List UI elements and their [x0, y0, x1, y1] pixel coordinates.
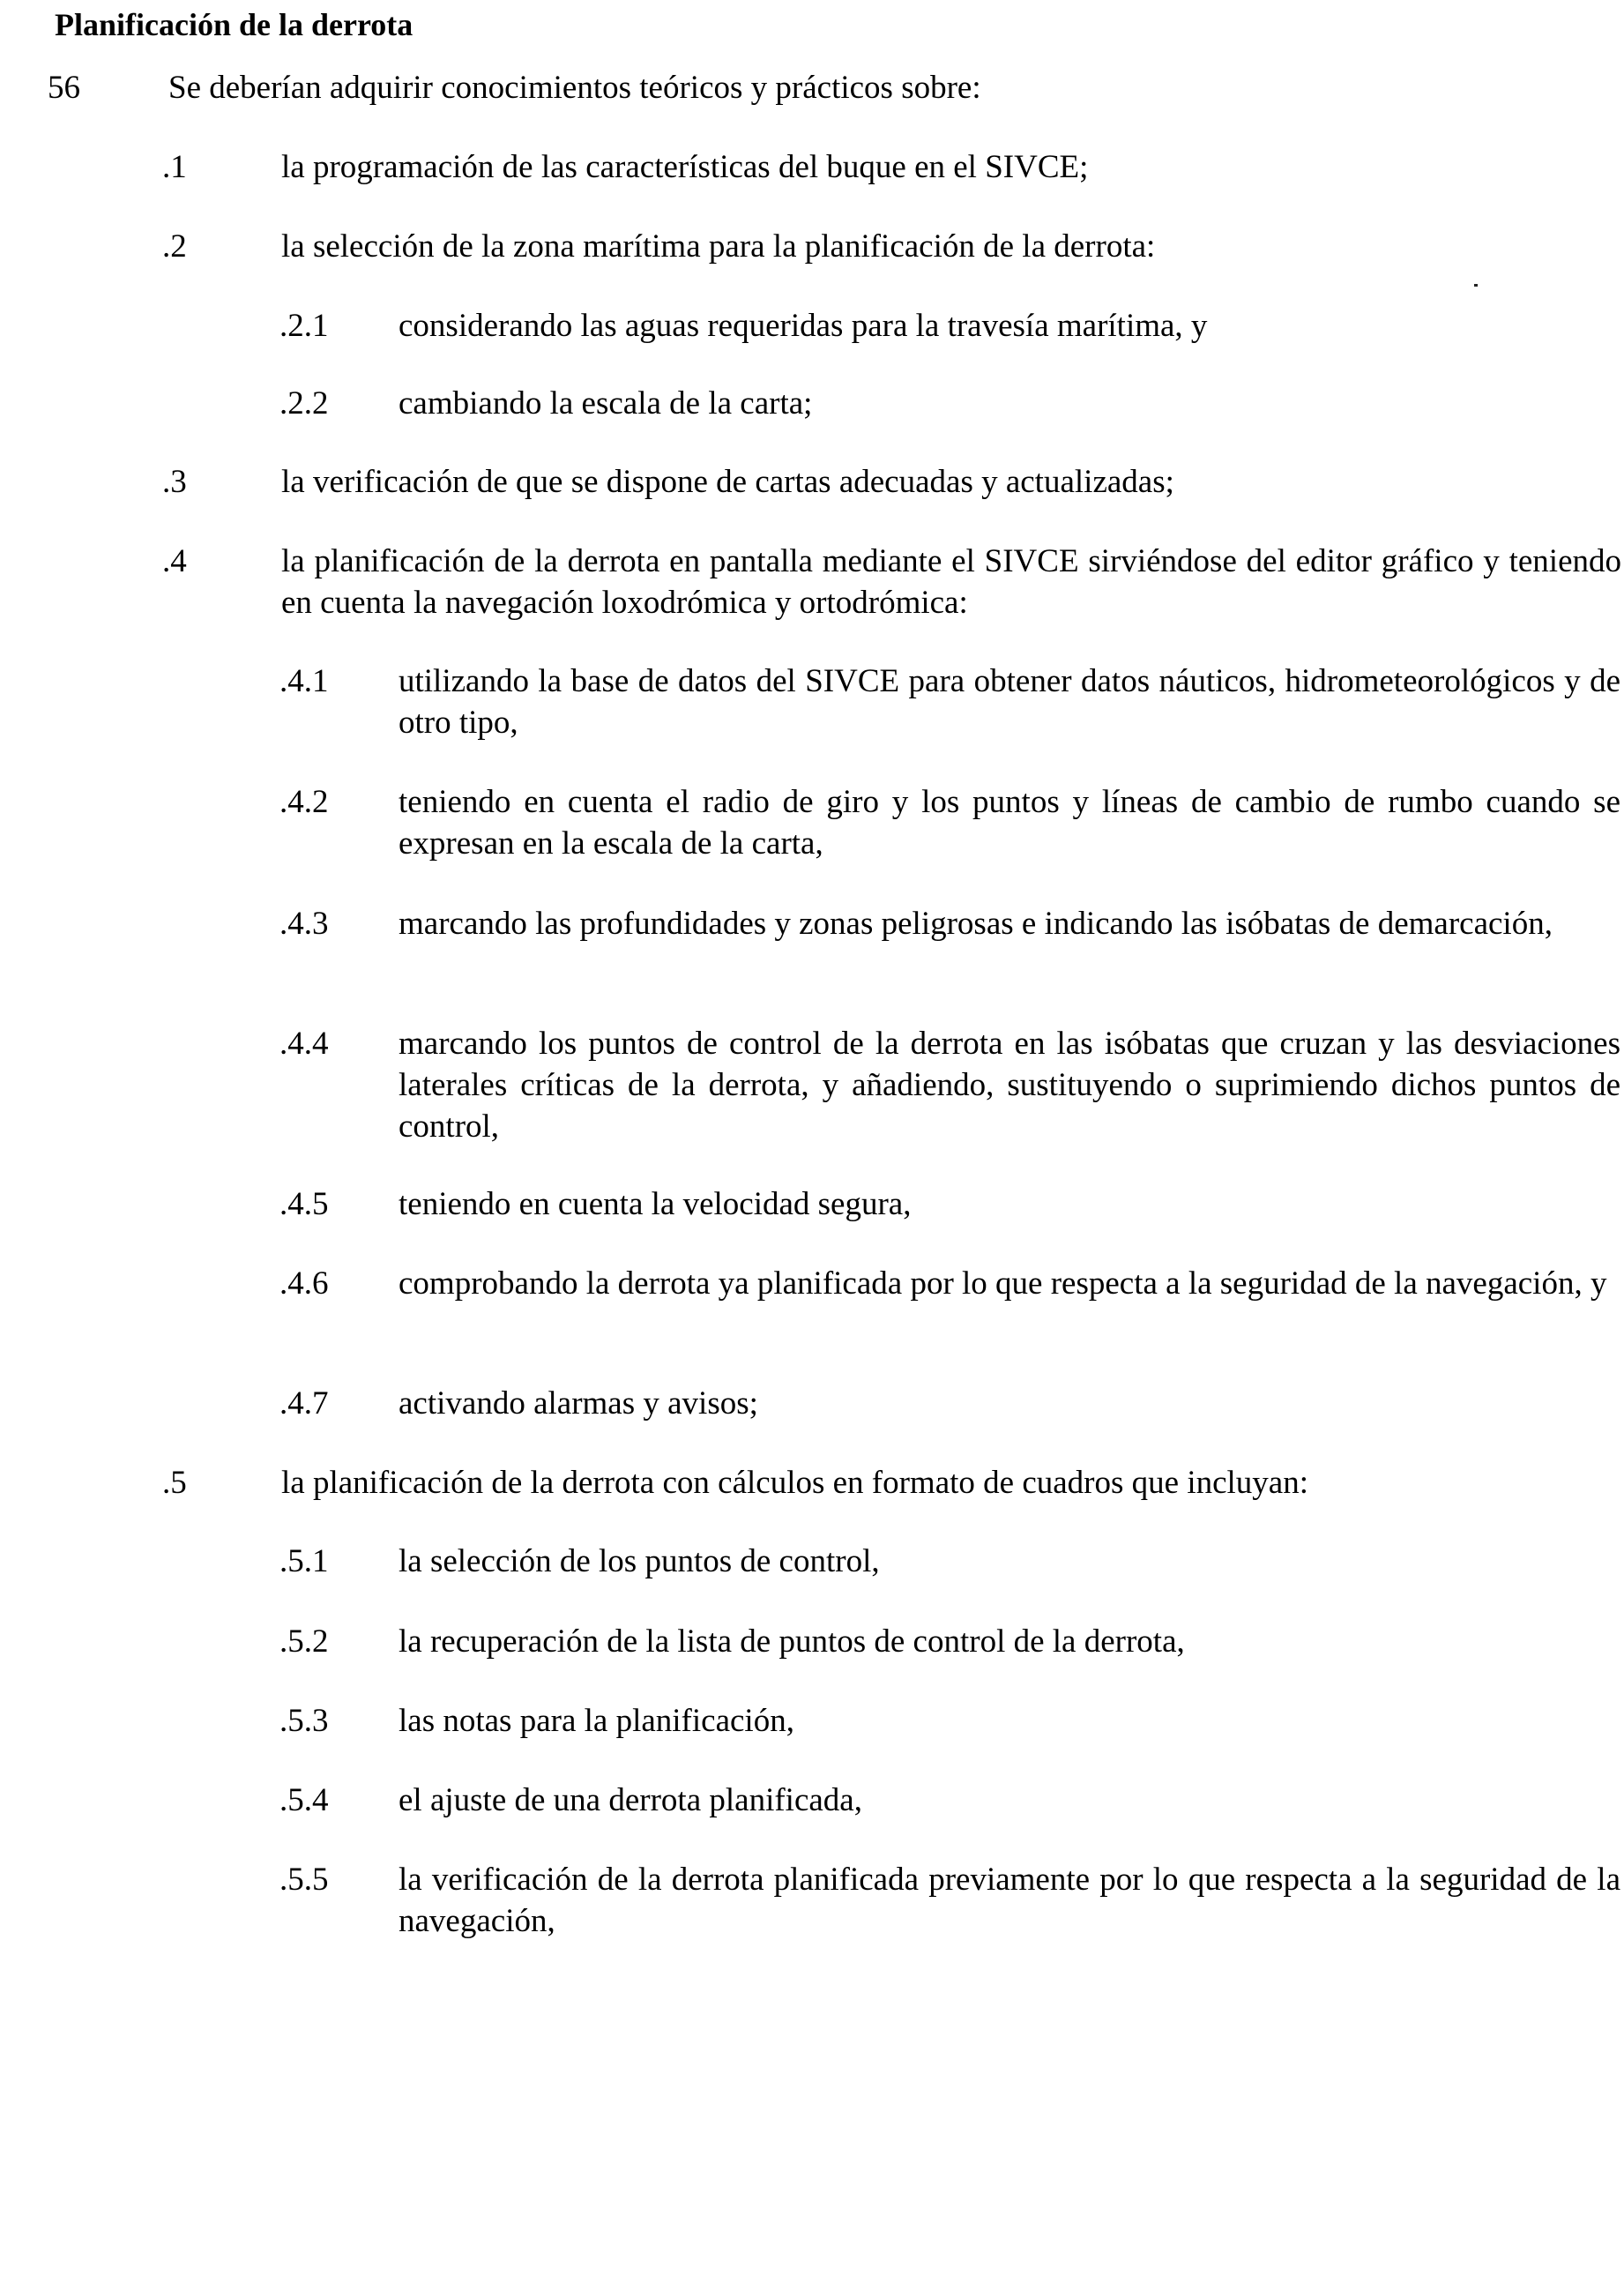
item-text: el ajuste de una derrota planificada, [399, 1782, 862, 1818]
item-number: .4.6 [279, 1265, 329, 1302]
item-number: .1 [162, 149, 187, 185]
item-text: marcando las profundidades y zonas peligrosas e indicando las isóbatas de demarcación, [399, 906, 1553, 942]
item-number: .5.3 [279, 1703, 329, 1739]
item-number: .5 [162, 1465, 187, 1501]
item-number: .2.1 [279, 308, 329, 344]
item-number: .4.7 [279, 1385, 329, 1422]
item-text: la recuperación de la lista de puntos de control de la derrota, [399, 1623, 1185, 1660]
item-number: .2.2 [279, 385, 329, 422]
item-text: utilizando la base de datos del SIVCE para obtener datos náuticos, hidrometeorológicos y de otro tipo, [399, 663, 1620, 741]
section-heading: Planificación de la derrota [55, 7, 413, 42]
item-number: .5.5 [279, 1862, 329, 1898]
item-number: .3 [162, 464, 187, 500]
item-text: Se deberían adquirir conocimientos teóricos y prácticos sobre: [168, 70, 981, 106]
item-text: la verificación de que se dispone de cartas adecuadas y actualizadas; [281, 464, 1174, 500]
item-number: .5.1 [279, 1543, 329, 1579]
item-text: la verificación de la derrota planificada previamente por lo que respecta a la seguridad de la navegación, [399, 1862, 1620, 1939]
item-text: considerando las aguas requeridas para la travesía marítima, y [399, 308, 1208, 344]
item-number: .4.4 [279, 1026, 329, 1062]
item-number: .4.2 [279, 784, 329, 820]
item-number: .5.4 [279, 1782, 329, 1818]
item-number: .4.1 [279, 663, 329, 699]
item-text: la selección de los puntos de control, [399, 1543, 880, 1579]
item-number: 56 [48, 70, 80, 106]
item-text: la programación de las características del buque en el SIVCE; [281, 149, 1089, 185]
item-number: .5.2 [279, 1623, 329, 1660]
item-text: la selección de la zona marítima para la planificación de la derrota: [281, 228, 1156, 265]
item-text: la planificación de la derrota con cálculos en formato de cuadros que incluyan: [281, 1465, 1309, 1501]
item-text: comprobando la derrota ya planificada por lo que respecta a la seguridad de la navegación, y [399, 1265, 1607, 1302]
item-number: .2 [162, 228, 187, 265]
scan-speck [1474, 284, 1478, 287]
item-text: teniendo en cuenta el radio de giro y los puntos y líneas de cambio de rumbo cuando se expresan en la escala de la carta, [399, 784, 1620, 862]
item-number: .4 [162, 543, 187, 579]
item-text: teniendo en cuenta la velocidad segura, [399, 1186, 912, 1222]
item-number: .4.5 [279, 1186, 329, 1222]
item-text: activando alarmas y avisos; [399, 1385, 758, 1422]
item-text: marcando los puntos de control de la derrota en las isóbatas que cruzan y las desviaciones laterales críticas de la derrota, y añadiendo, sustituyendo o suprimiendo dichos puntos de control, [399, 1026, 1620, 1145]
item-text: cambiando la escala de la carta; [399, 385, 813, 422]
item-number: .4.3 [279, 906, 329, 942]
item-text: las notas para la planificación, [399, 1703, 794, 1739]
item-text: la planificación de la derrota en pantalla mediante el SIVCE sirviéndose del editor gráfico y teniendo en cuenta la navegación loxodrómica y ortodrómica: [281, 543, 1621, 621]
